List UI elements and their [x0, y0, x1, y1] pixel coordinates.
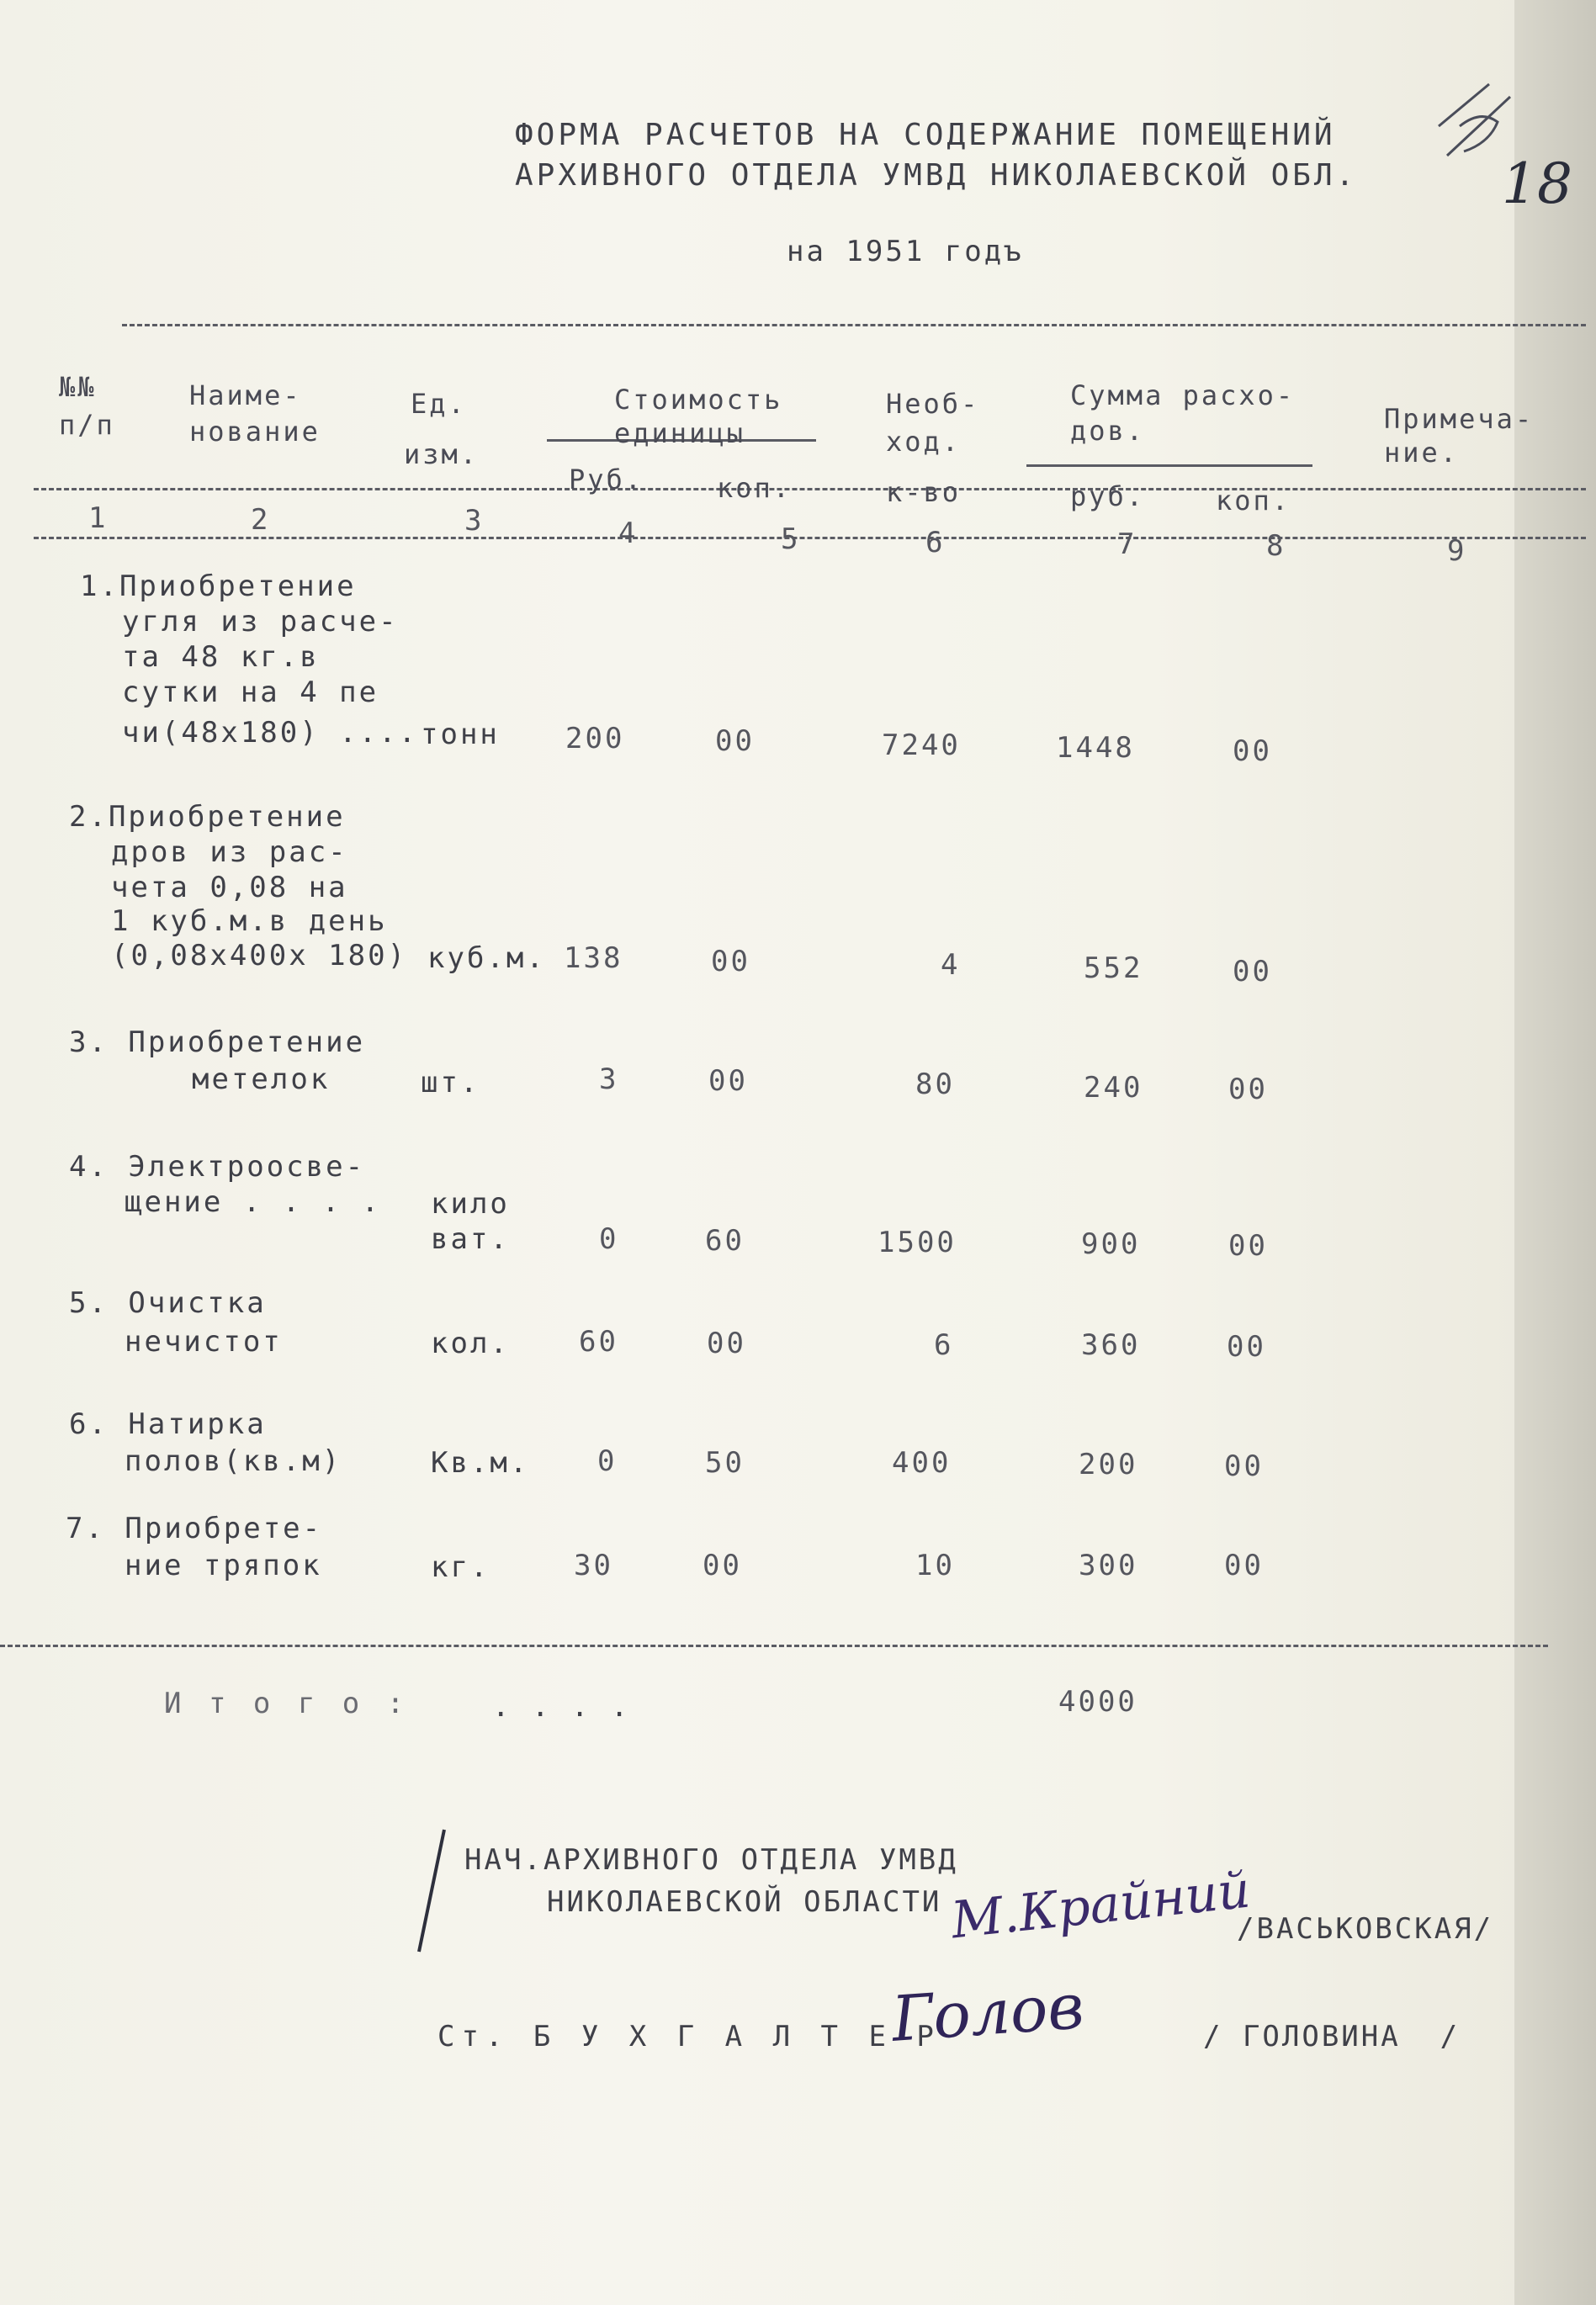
- row-unit-2: ват.: [431, 1222, 510, 1256]
- head-name: /ВАСЬКОВСКАЯ/: [1237, 1912, 1494, 1946]
- column-number: 8: [1266, 529, 1286, 563]
- row-name: 1 куб.м.в день: [111, 904, 388, 938]
- row-qty: 10: [915, 1549, 955, 1582]
- header-needed: Необ-: [886, 388, 980, 420]
- header-unit: Ед.: [411, 388, 467, 420]
- row-kop: 00: [708, 1064, 748, 1098]
- row-name: полов(кв.м): [125, 1444, 342, 1478]
- total-value: 4000: [1058, 1685, 1137, 1719]
- sum-underline: [1026, 464, 1312, 467]
- column-number: 1: [88, 501, 109, 535]
- row-unit: кг.: [431, 1550, 490, 1584]
- table-bottom-rule: [0, 1645, 1548, 1647]
- column-number: 9: [1447, 534, 1467, 568]
- column-number: 2: [251, 503, 271, 537]
- header-name: Наиме-: [189, 379, 302, 411]
- row-rub: 60: [579, 1325, 618, 1359]
- header-num: №№: [59, 371, 97, 403]
- row-sum-rub: 360: [1081, 1328, 1141, 1362]
- header-kop: коп.: [717, 472, 793, 504]
- column-number: 5: [781, 522, 801, 556]
- column-number: 3: [464, 504, 485, 538]
- row-unit: Кв.м.: [431, 1446, 530, 1480]
- accountant-signature: Голов: [889, 1970, 1087, 2056]
- row-name: 7. Приобрете-: [66, 1512, 323, 1545]
- row-rub: 3: [599, 1062, 619, 1096]
- row-kop: 00: [703, 1549, 742, 1582]
- row-qty: 400: [892, 1446, 952, 1480]
- row-sum-rub: 240: [1084, 1071, 1143, 1105]
- accountant-label: Ст. Б У Х Г А Л Т Е Р: [437, 2020, 941, 2053]
- row-unit: шт.: [421, 1066, 480, 1100]
- total-label: И т о г о :: [164, 1687, 410, 1720]
- row-sum-kop: 00: [1224, 1549, 1264, 1582]
- row-qty: 1500: [878, 1226, 957, 1259]
- column-number: 6: [925, 526, 946, 559]
- row-name: щение . . . .: [125, 1185, 382, 1219]
- row-name: 2.Приобретение: [69, 800, 346, 834]
- row-name: сутки на 4 пе: [122, 676, 379, 709]
- header-note-2: ние.: [1384, 437, 1460, 469]
- total-dots: . . . .: [492, 1690, 631, 1724]
- row-rub: 0: [599, 1222, 619, 1256]
- header-rub: Руб.: [569, 464, 644, 495]
- row-unit: кило: [431, 1187, 510, 1221]
- table-top-rule: [122, 324, 1586, 326]
- head-title-line1: НАЧ.АРХИВНОГО ОТДЕЛА УМВД: [464, 1843, 958, 1877]
- row-qty: 4: [941, 948, 961, 982]
- row-sum-rub: 200: [1079, 1448, 1138, 1481]
- row-kop: 00: [715, 724, 755, 758]
- row-sum-kop: 00: [1228, 1229, 1268, 1263]
- header-sum-2: дов.: [1070, 415, 1146, 447]
- column-number: 7: [1117, 527, 1137, 561]
- row-name: чи(48х180) ....: [122, 716, 419, 750]
- row-name: дров из рас-: [111, 835, 348, 869]
- row-name: 5. Очистка: [69, 1286, 267, 1320]
- header-mid-rule: [34, 488, 1586, 490]
- row-sum-rub: 1448: [1056, 731, 1135, 765]
- row-sum-kop: 00: [1233, 734, 1272, 768]
- row-sum-rub: 552: [1084, 951, 1143, 985]
- row-kop: 60: [705, 1224, 745, 1258]
- header-name-2: нование: [189, 416, 321, 448]
- row-kop: 00: [707, 1327, 746, 1360]
- row-rub: 200: [565, 722, 625, 755]
- row-qty: 80: [915, 1068, 955, 1101]
- row-sum-rub: 300: [1079, 1549, 1138, 1582]
- head-signature: М.Крайний: [948, 1860, 1254, 1951]
- row-name: та 48 кг.в: [122, 640, 320, 674]
- column-number: 4: [618, 517, 639, 550]
- head-title-line2: НИКОЛАЕВСКОЙ ОБЛАСТИ: [547, 1885, 942, 1919]
- row-name: ние тряпок: [125, 1549, 322, 1582]
- row-qty: 6: [934, 1328, 954, 1362]
- row-name: метелок: [192, 1062, 331, 1096]
- row-kop: 00: [711, 945, 750, 978]
- row-sum-kop: 00: [1228, 1073, 1268, 1106]
- row-unit: тонн: [421, 718, 500, 751]
- header-needed-2: ход.: [886, 426, 962, 458]
- document-title-line2: АРХИВНОГО ОТДЕЛА УМВД НИКОЛАЕВСКОЙ ОБЛ.: [515, 158, 1358, 193]
- row-sum-kop: 00: [1233, 955, 1272, 988]
- row-name: (0,08х400х 180): [111, 939, 408, 972]
- header-num-2: п/п: [59, 409, 115, 441]
- row-name: 6. Натирка: [69, 1407, 267, 1441]
- row-unit: кол.: [431, 1327, 510, 1360]
- document-title-line1: ФОРМА РАСЧЕТОВ НА СОДЕРЖАНИЕ ПОМЕЩЕНИЙ: [515, 118, 1336, 152]
- header-unit-2: изм.: [404, 438, 480, 470]
- row-sum-rub: 900: [1081, 1227, 1141, 1261]
- page-edge-shadow: [1514, 0, 1596, 2305]
- header-unit-cost-2: единицы: [614, 417, 745, 449]
- row-unit: куб.м.: [427, 941, 546, 975]
- row-name: 1.Приобретение: [80, 570, 357, 603]
- header-sum-rub: руб.: [1070, 480, 1146, 512]
- row-rub: 30: [574, 1549, 613, 1582]
- row-qty: 7240: [882, 729, 961, 762]
- row-name: чета 0,08 на: [111, 871, 348, 904]
- margin-stroke: [411, 1825, 461, 1960]
- row-sum-kop: 00: [1227, 1330, 1266, 1364]
- row-sum-kop: 00: [1224, 1449, 1264, 1483]
- header-sum-kop: коп.: [1216, 485, 1291, 517]
- row-rub: 138: [564, 941, 623, 975]
- header-qty: к-во: [886, 476, 962, 508]
- page-number: 18: [1502, 151, 1572, 216]
- row-name: 3. Приобретение: [69, 1025, 366, 1059]
- row-name: угля из расче-: [122, 605, 399, 639]
- header-sum: Сумма расхо-: [1070, 379, 1296, 411]
- header-note: Примеча-: [1384, 403, 1535, 435]
- row-rub: 0: [597, 1444, 618, 1478]
- accountant-name: / ГОЛОВИНА /: [1203, 2020, 1461, 2053]
- row-name: 4. Электроосве-: [69, 1150, 366, 1184]
- row-name: нечистот: [125, 1325, 283, 1359]
- header-unit-cost: Стоимость: [614, 384, 783, 416]
- row-kop: 50: [705, 1446, 745, 1480]
- document-year: на 1951 годъ: [787, 235, 1024, 268]
